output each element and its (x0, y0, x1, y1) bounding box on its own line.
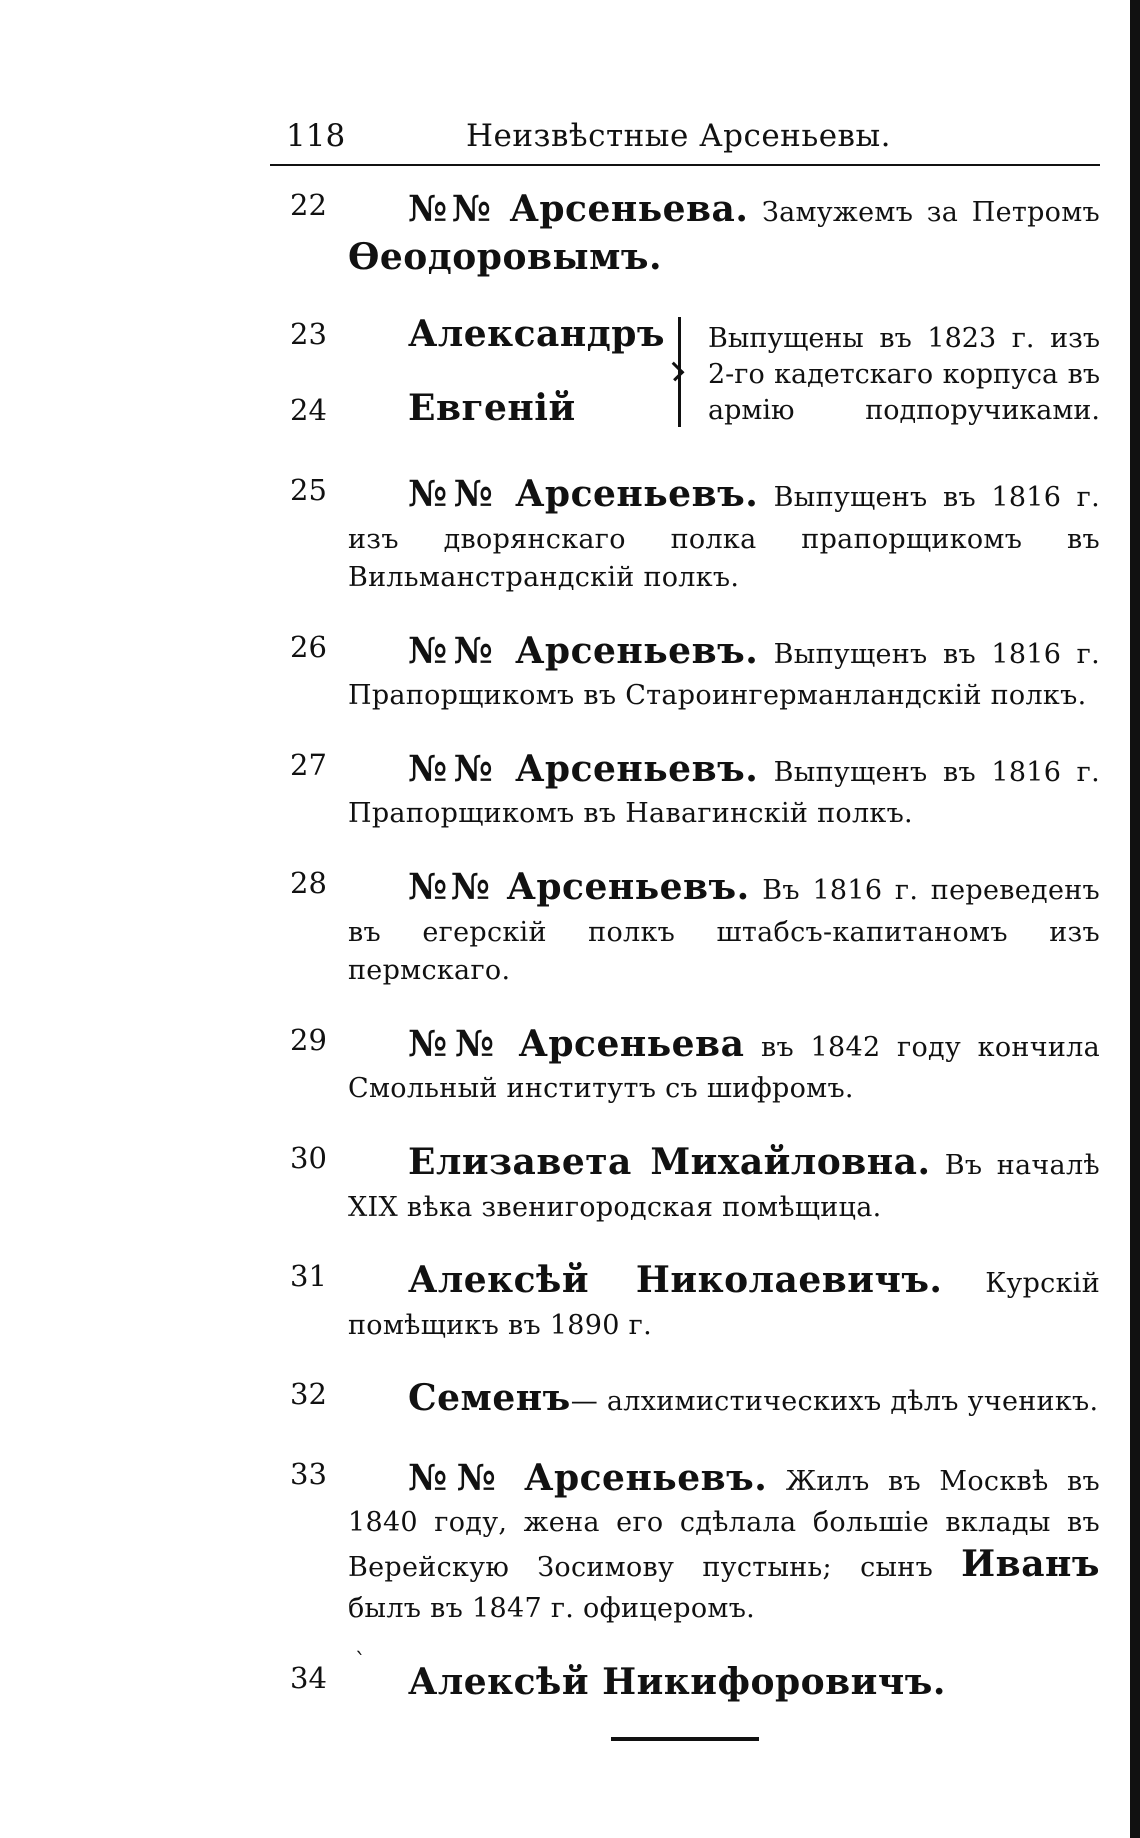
entry-name: Арсеньевъ. (515, 473, 759, 516)
entry-31 (270, 1257, 1100, 1343)
entry-22 (270, 186, 1100, 281)
entry-description: Замужемъ за Петромъ (748, 197, 1101, 228)
brace (678, 317, 695, 427)
entry-name-secondary: Иванъ (961, 1542, 1100, 1585)
entry-prefix: №№ (408, 629, 500, 672)
entry-description: Выпущенъ въ 1816 г. Прапорщикомъ въ Навагинскій полкъ. (348, 756, 1100, 830)
entry-number: 28 (290, 866, 327, 901)
entry-30 (270, 1139, 1100, 1225)
page-header (270, 118, 1100, 166)
entry-prefix: №№ (408, 1456, 506, 1499)
entry-text (348, 1455, 1100, 1627)
entry-25 (270, 471, 1100, 596)
entry-description: — алхимистическихъ дѣлъ ученикъ. (570, 1386, 1099, 1418)
entry-32 (270, 1375, 1100, 1423)
entry-name: Алексѣй Николаевичъ. (408, 1259, 943, 1302)
entry-name: Арсеньевъ. (515, 629, 759, 672)
entry-description: въ 1842 году кончила Смольный институтъ съ шифромъ. (348, 1031, 1100, 1105)
entry-number: 30 (290, 1140, 327, 1175)
entry-34 (270, 1659, 1100, 1707)
entry-description: Жилъ въ Москвѣ въ 1840 году, жена его сдѣлала большіе вклады въ Верейскую Зосимову пустынь; сынъ (348, 1465, 1101, 1583)
entry-prefix: №№ (408, 866, 494, 909)
entry-name: Арсеньева (518, 1022, 745, 1065)
entry-number: 34 (290, 1661, 327, 1696)
entry-number: 31 (290, 1259, 327, 1294)
entry-27 (270, 746, 1100, 832)
entry-prefix: №№ (408, 1022, 502, 1065)
entry-number: 27 (290, 747, 327, 782)
stray-mark: ˋ (355, 1650, 366, 1675)
entry-text (348, 1257, 1100, 1343)
entry-description: Въ 1816 г. переведенъ въ егерскій полкъ штабсъ-капитаномъ изъ пермскаго. (348, 875, 1101, 987)
entry-number: 33 (290, 1456, 327, 1491)
entry-name: Арсеньевъ. (524, 1456, 768, 1499)
entry-name: Арсеньевъ. (515, 747, 759, 790)
entry-name: Арсеньевъ. (506, 866, 750, 909)
entry-text (348, 1021, 1100, 1107)
entry-29 (270, 1021, 1100, 1107)
entry-name: Елизавета Михайловна. (408, 1140, 931, 1183)
entry-name-23: Александръ (408, 313, 665, 356)
entry-description: Въ началѣ XIX вѣка звенигородская помѣщица. (348, 1149, 1100, 1223)
entry-text (348, 186, 1100, 281)
entry-number: 32 (290, 1377, 327, 1412)
book-page (270, 118, 1100, 1741)
entry-prefix: №№ (408, 747, 500, 790)
entry-text (348, 1139, 1100, 1225)
entry-26 (270, 628, 1100, 714)
entry-text (348, 864, 1100, 989)
entry-pair-23-24 (270, 313, 1100, 435)
entry-text (348, 1659, 1100, 1707)
entry-number-24: 24 (290, 393, 327, 428)
entry-text (348, 1375, 1100, 1423)
entry-description: Курскій помѣщикъ въ 1890 г. (348, 1268, 1100, 1341)
entry-33 (270, 1455, 1100, 1627)
entry-name: Алексѣй Никифоровичъ. (408, 1661, 946, 1704)
entry-text (348, 746, 1100, 832)
entry-number-23: 23 (290, 317, 327, 352)
entry-number: 29 (290, 1022, 327, 1057)
entry-number: 22 (290, 188, 327, 222)
entry-name: Семенъ (408, 1377, 571, 1420)
entry-description: Выпущенъ въ 1816 г. изъ дворянскаго полка прапорщикомъ въ Вильманстрандскій полкъ. (348, 482, 1100, 594)
entry-text (348, 471, 1100, 596)
entry-name: Арсеньева. (509, 188, 749, 230)
entry-text (348, 628, 1100, 714)
entry-28 (270, 864, 1100, 989)
running-title: Неизвѣстные Арсеньевы. (466, 118, 892, 154)
entry-prefix: №№ (408, 473, 500, 516)
closing-rule (611, 1737, 759, 1741)
entry-description-continued: былъ въ 1847 г. офицеромъ. (348, 1593, 756, 1625)
entry-number: 26 (290, 629, 327, 664)
entry-name-24: Евгеній (408, 387, 576, 430)
entry-description: Выпущенъ въ 1816 г. Прапорщикомъ въ Староингерманландскій полкъ. (348, 638, 1100, 712)
entry-prefix: №№ (408, 188, 496, 230)
page-number: 118 (286, 118, 346, 154)
entry-name-secondary: Ѳеодоровымъ. (348, 235, 662, 278)
entry-number: 25 (290, 473, 327, 508)
pair-note: Выпущены въ 1823 г. изъ 2-го кадетскаго корпуса въ армію подпоручиками. (708, 323, 1100, 426)
page-edge-bar (1130, 0, 1140, 1838)
